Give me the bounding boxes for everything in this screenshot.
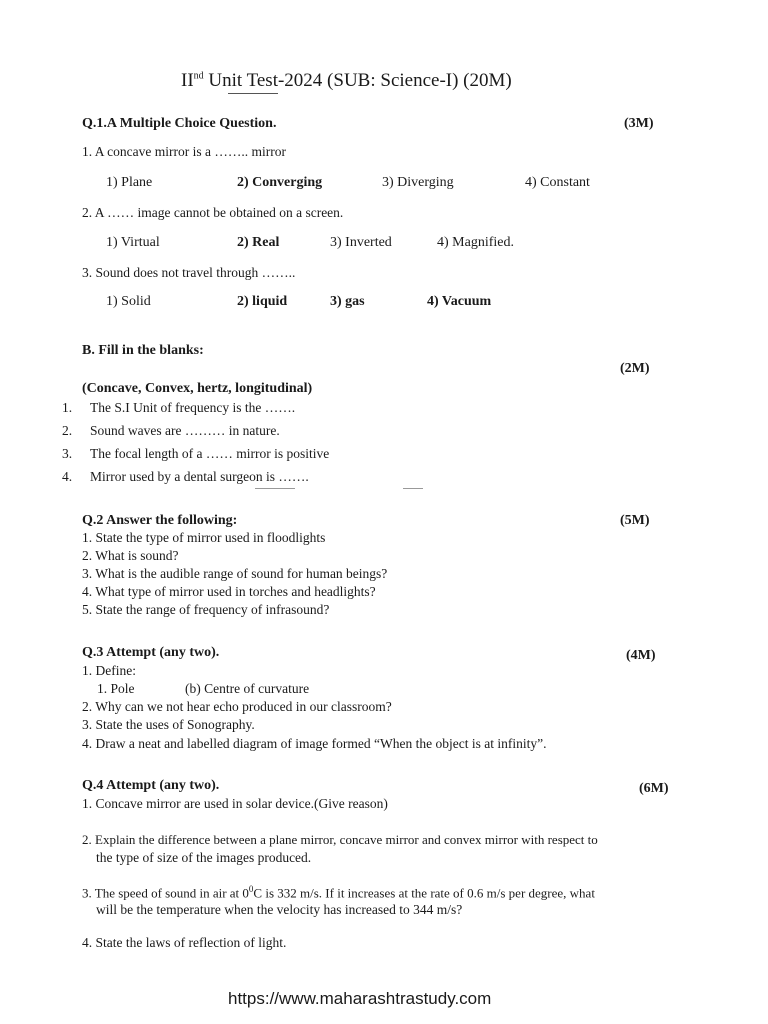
q4-item-3-line-1: 3. The speed of sound in air at $0^0C$ is 332 m/s. If it increases at the rate of 0.6 m/s per degree, what [82, 884, 595, 901]
title-underline [228, 93, 278, 94]
mcq-1-option-3: 3) Diverging [382, 175, 454, 190]
q2-item-2: 2. What is sound? [82, 548, 179, 563]
q4-heading: Q.4 Attempt (any two). [82, 778, 220, 793]
blank-4-text: Mirror used by a dental surgeon is ……. [90, 469, 309, 484]
q3-item-4: 4. Draw a neat and labelled diagram of image formed “When the object is at infinity”. [82, 736, 547, 751]
mcq-3-option-1: 1) Solid [106, 294, 151, 309]
scan-mark [255, 488, 295, 489]
paper-title: IInd Unit Test-2024 (SUB: Science-I) (20M) [181, 70, 512, 91]
mcq-1-option-2: 2) Converging [237, 175, 323, 190]
q3-define: 1. Define: [82, 663, 136, 678]
blank-3-text: The focal length of a …… mirror is positive [90, 446, 330, 461]
blank-2-text: Sound waves are ……… in nature. [90, 423, 280, 438]
mcq-question-2: 2. A …… image cannot be obtained on a screen. [82, 205, 344, 220]
mcq-2-option-3: 3) Inverted [330, 235, 392, 250]
q3-item-3: 3. State the uses of Sonography. [82, 717, 255, 732]
q1b-marks: (2M) [620, 361, 650, 376]
q2-item-4: 4. What type of mirror used in torches and headlights? [82, 584, 376, 599]
q2-item-3: 3. What is the audible range of sound for human beings? [82, 566, 388, 581]
q4-item-2-line-1: 2. Explain the difference between a plane mirror, concave mirror and convex mirror with respect to [82, 832, 598, 847]
mcq-2-option-1: 1) Virtual [106, 235, 160, 250]
q3-heading: Q.3 Attempt (any two). [82, 645, 220, 660]
q2-item-1: 1. State the type of mirror used in floodlights [82, 530, 326, 545]
blank-3-num: 3. [62, 446, 73, 461]
q4-marks: (6M) [639, 781, 669, 796]
word-bank: (Concave, Convex, hertz, longitudinal) [82, 381, 313, 396]
q4-item-3-line-2: will be the temperature when the velocity has increased to 344 m/s? [96, 902, 463, 917]
q4-item-2-line-2: the type of size of the images produced. [96, 850, 312, 865]
q3-define-b: (b) Centre of curvature [185, 681, 310, 696]
mcq-2-option-4: 4) Magnified. [437, 235, 514, 250]
scan-mark [403, 488, 423, 489]
mcq-2-option-2: 2) Real [237, 235, 280, 250]
mcq-question-1: 1. A concave mirror is a …….. mirror [82, 144, 286, 159]
q3-define-a: 1. Pole [97, 681, 135, 696]
q1-heading: Q.1.A Multiple Choice Question. [82, 116, 277, 131]
footer-url[interactable]: https://www.maharashtrastudy.com [228, 989, 492, 1008]
q4-item-1: 1. Concave mirror are used in solar device.(Give reason) [82, 796, 388, 811]
mcq-1-option-1: 1) Plane [106, 175, 153, 190]
q2-item-5: 5. State the range of frequency of infrasound? [82, 602, 330, 617]
mcq-3-option-2: 2) liquid [237, 294, 288, 309]
blank-1-text: The S.I Unit of frequency is the ……. [90, 400, 296, 415]
q1-marks: (3M) [624, 116, 654, 131]
mcq-1-option-4: 4) Constant [525, 175, 590, 190]
q3-marks: (4M) [626, 648, 656, 663]
q1b-heading: B. Fill in the blanks: [82, 343, 204, 358]
mcq-3-option-3: 3) gas [330, 294, 365, 309]
mcq-3-option-4: 4) Vacuum [427, 294, 492, 309]
q3-item-2: 2. Why can we not hear echo produced in our classroom? [82, 699, 392, 714]
q4-item-4: 4. State the laws of reflection of light. [82, 935, 287, 950]
blank-1-num: 1. [62, 400, 73, 415]
q2-heading: Q.2 Answer the following: [82, 513, 238, 528]
blank-4-num: 4. [62, 469, 73, 484]
blank-2-num: 2. [62, 423, 73, 438]
mcq-question-3: 3. Sound does not travel through …….. [82, 265, 296, 280]
q2-marks: (5M) [620, 513, 650, 528]
